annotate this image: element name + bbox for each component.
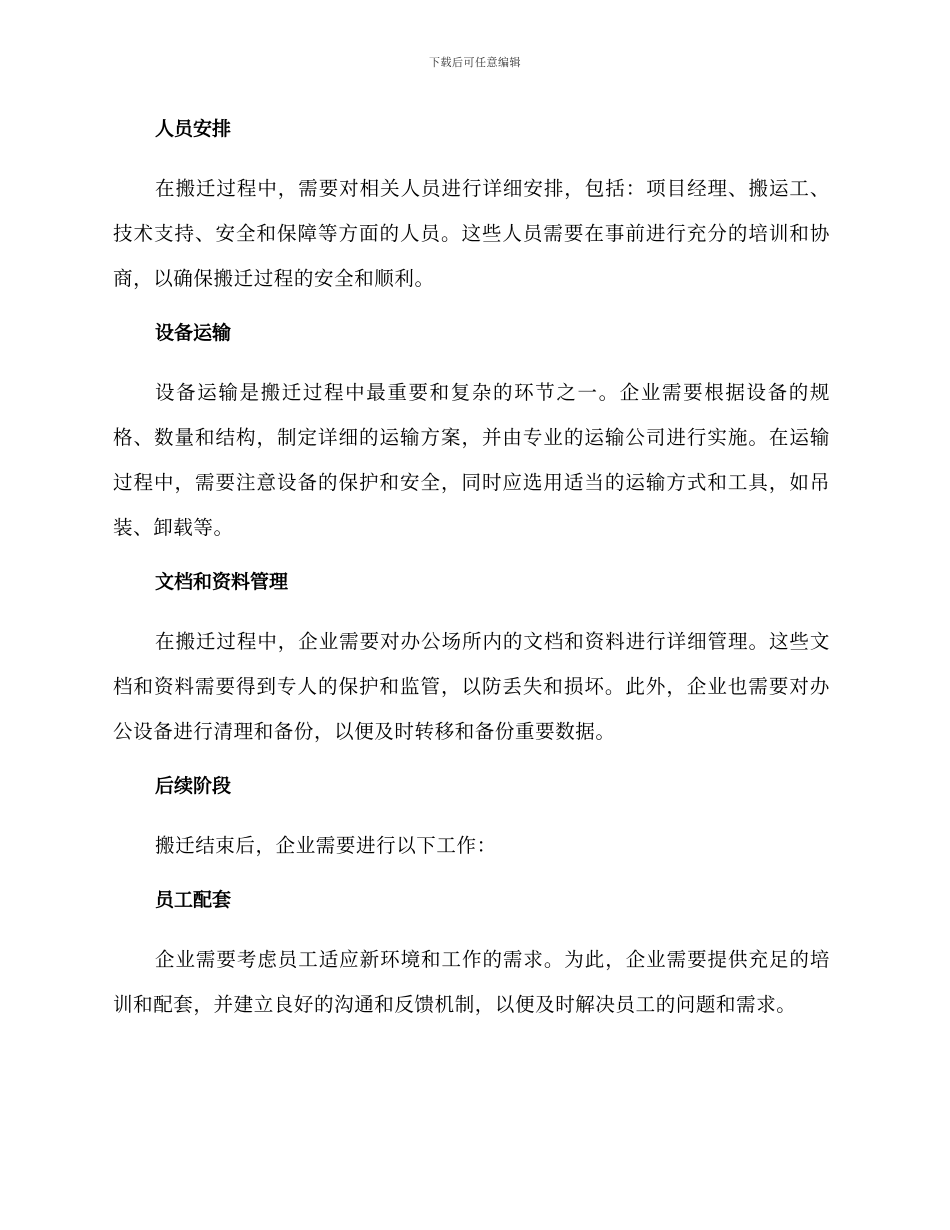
document-body xyxy=(113,110,830,1027)
section-heading: 设备运输 xyxy=(155,322,232,344)
section-heading: 人员安排 xyxy=(155,118,232,140)
section-follow-up xyxy=(113,767,830,881)
section-paragraph: 在搬迁过程中，需要对相关人员进行详细安排，包括：项目经理、搬运工、技术支持、安全和保障等方面的人员。这些人员需要在事前进行充分的培训和协商，以确保搬迁过程的安全和顺利。 xyxy=(113,177,830,290)
section-paragraph: 企业需要考虑员工适应新环境和工作的需求。为此，企业需要提供充足的培训和配套，并建立良好的沟通和反馈机制，以便及时解决员工的问题和需求。 xyxy=(113,948,830,1016)
section-paragraph: 在搬迁过程中，企业需要对办公场所内的文档和资料进行详细管理。这些文档和资料需要得到专人的保护和监管，以防丢失和损坏。此外，企业也需要对办公设备进行清理和备份，以便及时转移和备份重要数据。 xyxy=(113,630,830,743)
section-heading: 后续阶段 xyxy=(155,775,232,797)
section-personnel xyxy=(113,110,830,314)
section-document-management xyxy=(113,563,830,767)
header-note: 下载后可任意编辑 xyxy=(429,56,521,69)
section-paragraph: 设备运输是搬迁过程中最重要和复杂的环节之一。企业需要根据设备的规格、数量和结构，制定详细的运输方案，并由专业的运输公司进行实施。在运输过程中，需要注意设备的保护和安全，同时应选用适当的运输方式和工具，如吊装、卸载等。 xyxy=(113,381,830,539)
section-heading: 文档和资料管理 xyxy=(155,571,289,593)
section-equipment-transport xyxy=(113,314,830,563)
section-heading: 员工配套 xyxy=(155,889,232,911)
section-paragraph: 搬迁结束后，企业需要进行以下工作： xyxy=(155,834,497,857)
section-staff-support xyxy=(113,881,830,1027)
